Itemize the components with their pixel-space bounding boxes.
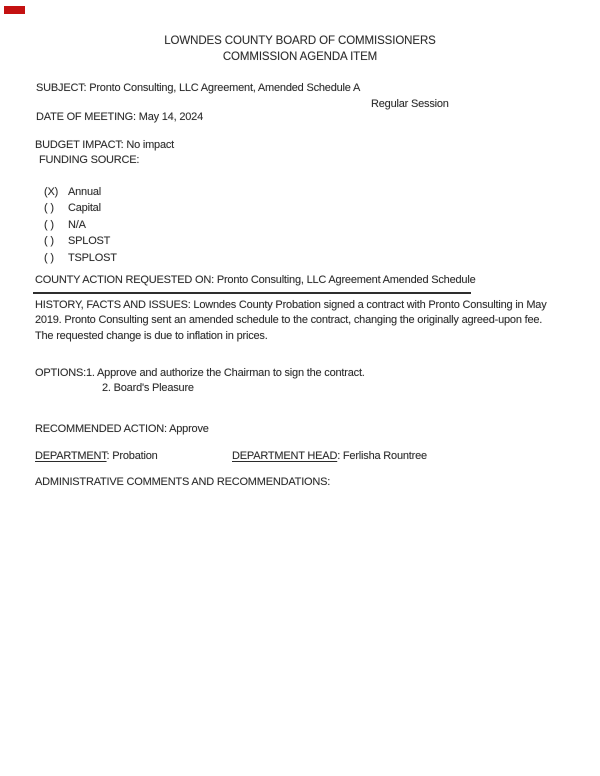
funding-option-tsplost (0, 250, 300, 266)
funding-option-na (0, 217, 300, 233)
funding-option-label: Annual (68, 186, 102, 198)
funding-source-label: FUNDING SOURCE: (39, 154, 140, 166)
option-2: 2. Board's Pleasure (102, 382, 194, 394)
administrative-comments-label: ADMINISTRATIVE COMMENTS AND RECOMMENDATIONS: (35, 476, 331, 488)
funding-options-list (0, 184, 300, 266)
department-value: : Probation (106, 450, 158, 462)
history-line: HISTORY, FACTS AND ISSUES: Lowndes County Probation signed a contract with Pronto Consulting in May (35, 299, 547, 311)
header-board-title: LOWNDES COUNTY BOARD OF COMMISSIONERS (164, 35, 436, 47)
county-action-underline (33, 292, 471, 294)
department-head-value: : Ferlisha Rountree (337, 450, 427, 462)
funding-option-label: Capital (68, 202, 101, 215)
checkbox-mark: ( ) (44, 251, 54, 264)
department-field (35, 450, 158, 463)
red-annotation-mark (4, 6, 25, 14)
budget-impact: BUDGET IMPACT: No impact (35, 139, 175, 151)
funding-option-annual (0, 184, 300, 200)
header-agenda-title: COMMISSION AGENDA ITEM (222, 50, 378, 63)
date-of-meeting: DATE OF MEETING: May 14, 2024 (36, 111, 203, 123)
funding-option-capital (0, 200, 300, 216)
funding-option-label: TSPLOST (68, 251, 117, 264)
subject-line: SUBJECT: Pronto Consulting, LLC Agreement, Amended Schedule A (36, 82, 361, 94)
checkbox-mark: ( ) (44, 218, 54, 231)
history-line: The requested change is due to inflation in prices. (35, 329, 268, 342)
history-line: 2019. Pronto Consulting sent an amended schedule to the contract, changing the originally agreed-upon fee. (35, 314, 543, 327)
session-type: Regular Session (371, 98, 449, 110)
department-head-label: DEPARTMENT HEAD (232, 450, 338, 462)
funding-option-label: SPLOST (68, 235, 111, 248)
funding-option-label: N/A (68, 218, 86, 231)
department-head-field (232, 450, 427, 463)
checkbox-mark: ( ) (44, 235, 54, 248)
options-label: OPTIONS: (35, 367, 86, 379)
recommended-action: RECOMMENDED ACTION: Approve (35, 423, 209, 435)
county-action-line: COUNTY ACTION REQUESTED ON: Pronto Consulting, LLC Agreement Amended Schedule (35, 274, 476, 286)
option-1: 1. Approve and authorize the Chairman to sign the contract. (86, 367, 365, 379)
checkbox-mark: (X) (44, 186, 59, 198)
department-label: DEPARTMENT (35, 450, 107, 462)
history-facts-issues (35, 298, 595, 344)
funding-option-splost (0, 233, 300, 249)
document-header (0, 34, 600, 65)
checkbox-mark: ( ) (44, 202, 54, 215)
